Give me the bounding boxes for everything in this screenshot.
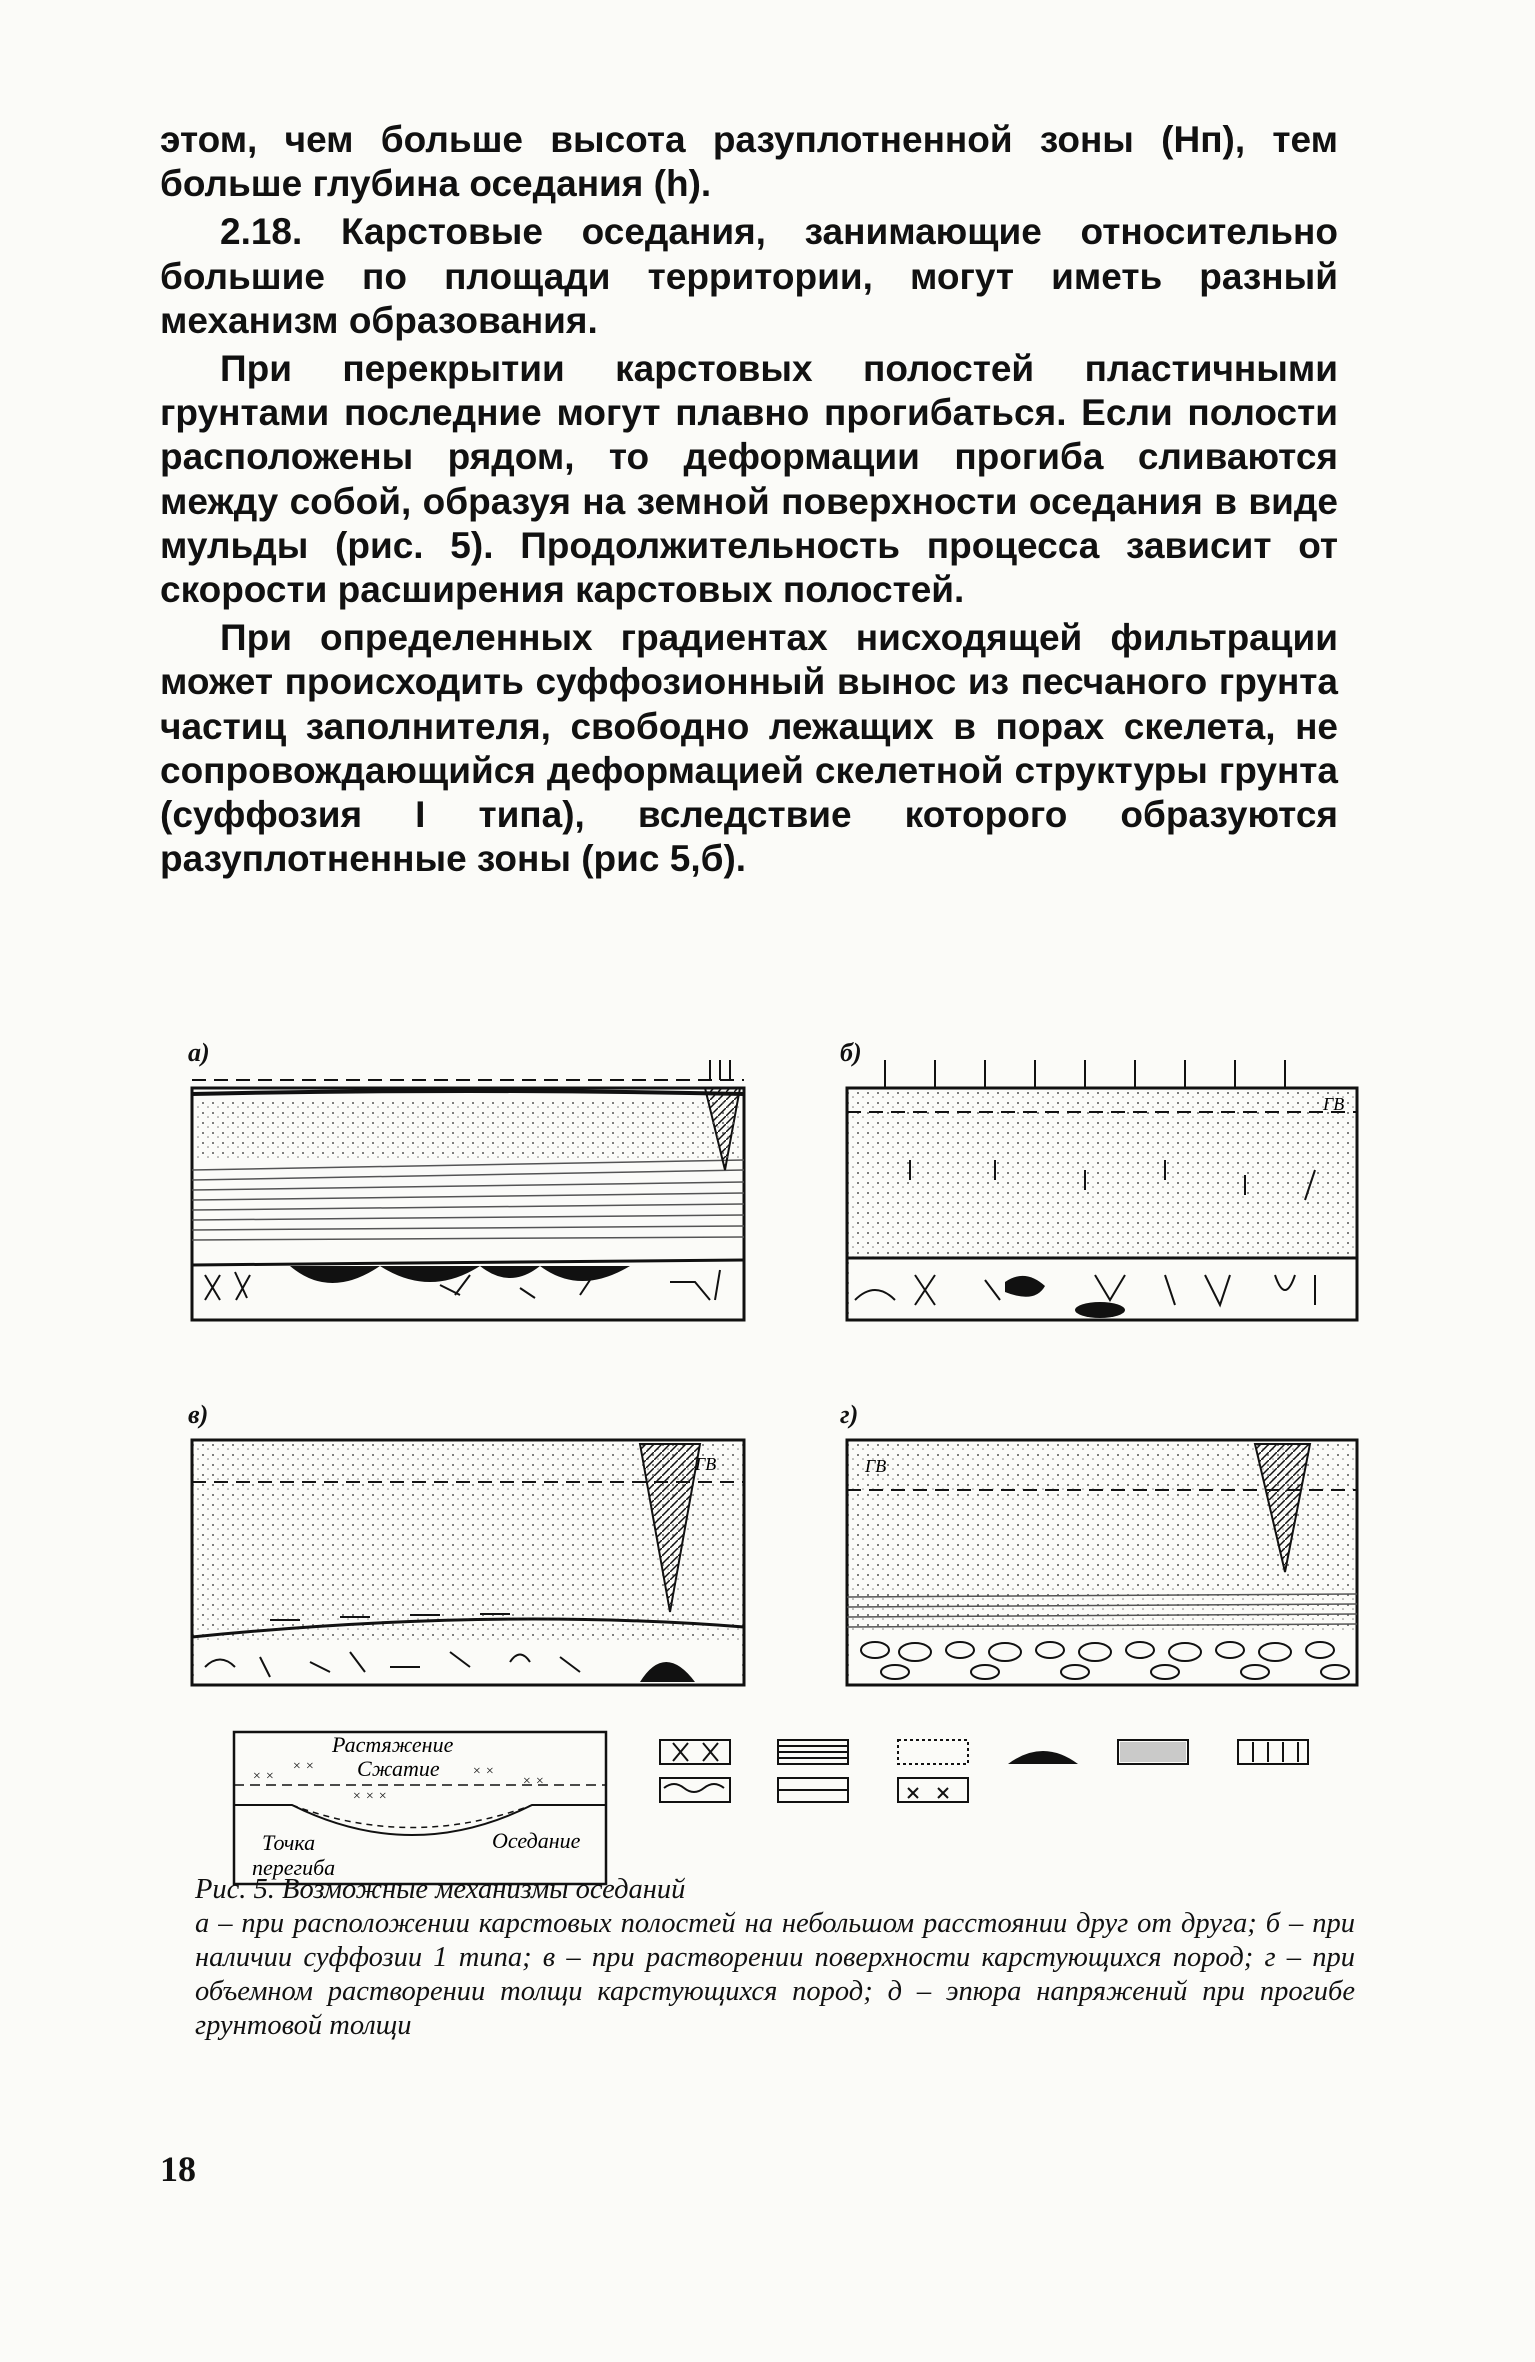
label-compression: Сжатие bbox=[357, 1756, 440, 1781]
figure-caption bbox=[195, 1873, 1355, 2043]
label-inflection-1: Точка bbox=[262, 1830, 316, 1855]
label-tension: Растяжение bbox=[332, 1732, 454, 1757]
paragraph-2: 2.18. Карстовые оседания, занимающие относительно большие по площади территории, могут иметь разный механизм образования. bbox=[160, 211, 1338, 341]
label-inflection-2: перегиба bbox=[252, 1855, 336, 1880]
svg-text:× ×: × × bbox=[252, 1769, 275, 1784]
paragraph-4: При определенных градиентах нисходящей фильтрации может происходить суффозионный вынос из песчаного грунта частиц заполнителя, свободно лежащих в порах скелета, не сопровождающийся деформацией скелетной структуры грунта (суффозия I типа), вследствие которого образуются разуплотненные зоны (рис 5,б). bbox=[160, 617, 1338, 880]
svg-text:× ×: × × bbox=[472, 1764, 495, 1779]
caption-body: а – при расположении карстовых полостей на небольшом расстоянии друг от друга; б – при наличии суффозии 1 типа; в – при растворении поверхности карстующихся пород; г – при объемном растворении толщи карстующихся пород; д – эпюра напряжений при прогибе грунтовой толщи bbox=[195, 1908, 1355, 2041]
panel-label-g: г) bbox=[840, 1400, 859, 1429]
panel-g-diagram bbox=[845, 1412, 1365, 1702]
paragraph-3: При перекрытии карстовых полостей пластичными грунтами последние могут плавно прогибаться. Если полости расположены рядом, то деформации прогиба сливаются между собой, образуя на земной поверхности оседания в виде мульды (рис. 5). Продолжительность процесса зависит от скорости расширения карстовых полостей. bbox=[160, 348, 1338, 611]
svg-text:× × ×: × × × bbox=[352, 1789, 388, 1804]
gv-label-v: ГВ bbox=[695, 1454, 717, 1474]
panel-v-diagram bbox=[190, 1412, 750, 1702]
panel-a-diagram bbox=[190, 1060, 750, 1330]
gv-label-g: ГВ bbox=[865, 1456, 887, 1476]
stress-diagram bbox=[232, 1730, 612, 1890]
caption-title: Рис. 5. Возможные механизмы оседаний bbox=[195, 1874, 686, 1905]
panel-label-v: в) bbox=[188, 1400, 209, 1429]
panel-label-a: а) bbox=[188, 1038, 210, 1067]
panel-label-b: б) bbox=[840, 1038, 862, 1067]
svg-text:× ×: × × bbox=[522, 1774, 545, 1789]
page-number: 18 bbox=[160, 2149, 196, 2189]
svg-text:× ×: × × bbox=[292, 1759, 315, 1774]
panel-b-diagram bbox=[845, 1060, 1365, 1330]
label-subsidence: Оседание bbox=[492, 1828, 581, 1853]
legend-symbols bbox=[658, 1738, 1318, 1828]
paragraph-1: этом, чем больше высота разуплотненной зоны (Hп), тем больше глубина оседания (h). bbox=[160, 119, 1338, 205]
gv-label-b: ГВ bbox=[1323, 1094, 1345, 1114]
body-text bbox=[160, 118, 1338, 885]
